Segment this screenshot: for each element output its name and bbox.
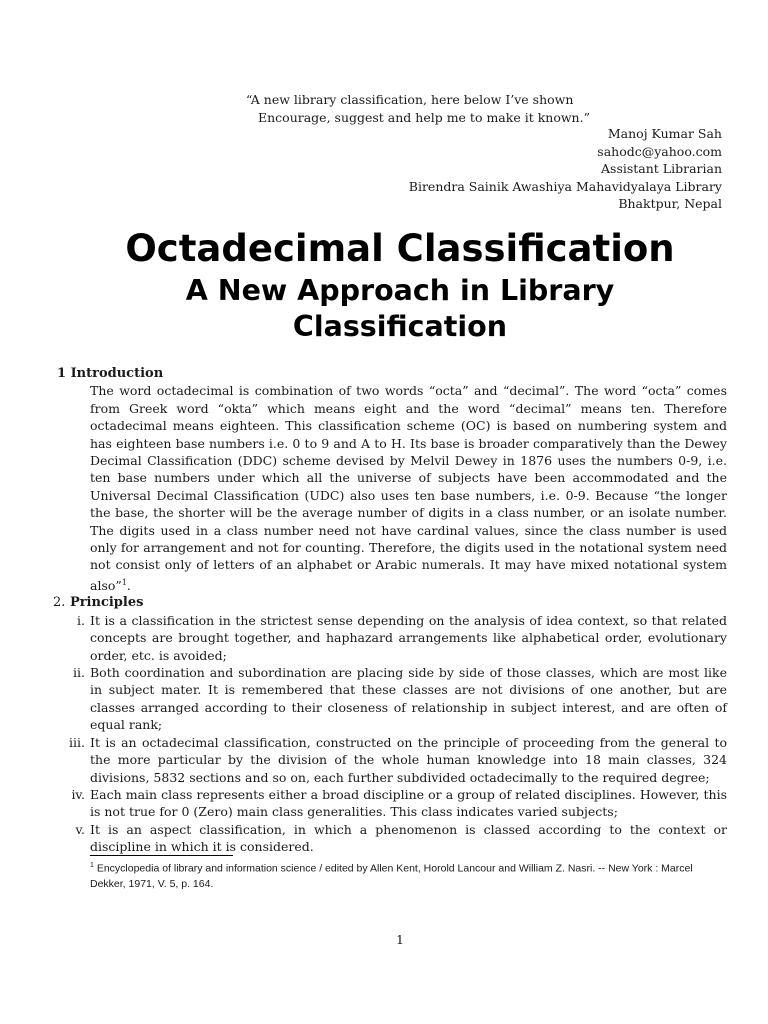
list-item-number: ii. — [73, 665, 85, 681]
footnote-mark: 1 — [90, 862, 94, 869]
intro-end: . — [126, 578, 131, 594]
list-item-text: Each main class represents either a broad discipline or a group of related disciplines. However, this is not true for 0 (Zero) main class generalities. This class indicates varied subjects; — [90, 786, 727, 820]
footnote-divider — [90, 855, 233, 856]
list-item-text: It is an aspect classification, in which a phenomenon is classed according to the context or discipline in which it is considered. — [90, 821, 727, 855]
list-item — [57, 734, 727, 786]
document-body — [53, 365, 727, 856]
list-item-text: It is a classification in the strictest sense depending on the analysis of idea context, so that related concepts are brought together, and haphazard arrangements like alphabetical order, evolutionary order, etc. is avoided; — [90, 612, 727, 663]
intro-heading: 1 Introduction — [57, 366, 164, 381]
list-item-number: iii. — [69, 734, 85, 750]
author-location: Bhaktpur, Nepal — [618, 196, 722, 211]
epigraph-quote — [246, 91, 590, 127]
author-block — [409, 125, 722, 213]
principles-heading — [53, 594, 727, 611]
principles-list — [57, 612, 727, 856]
quote-line-1: “A new library classification, here below I’ve shown — [246, 92, 574, 107]
quote-line-2: Encourage, suggest and help me to make it known.” — [258, 110, 590, 125]
footnote-reference[interactable]: 1 — [121, 577, 127, 587]
author-institution: Birendra Sainik Awashiya Mahavidyalaya Library — [408, 178, 722, 194]
list-item-number: iv. — [71, 786, 85, 802]
subtitle-line-2: Classification — [292, 310, 508, 343]
footnote — [90, 858, 725, 892]
list-item — [57, 786, 727, 821]
list-item-text: Both coordination and subordination are placing side by side of those classes, which are most like in subject mater. It is remembered that these classes are not divisions of one another, but are classes arranged according to their closeness of relationship in subject interest, and are often of equal rank; — [90, 665, 727, 733]
author-name: Manoj Kumar Sah — [607, 126, 722, 141]
list-item-number: v. — [75, 821, 85, 837]
list-item-number: i. — [77, 612, 85, 628]
subtitle-line-1: A New Approach in Library — [185, 274, 615, 307]
list-item-text: It is an octadecimal classification, constructed on the principle of proceeding from the general to the more particular by the division of the whole human knowledge into 18 main classes, 324 divisions, 5832 sections and so on, each further subdivided octadecimally to the required degree; — [90, 734, 727, 785]
author-position: Assistant Librarian — [601, 161, 722, 176]
list-item — [57, 664, 727, 734]
footnote-text: Encyclopedia of library and information science / edited by Allen Kent, Horold Lancour and William Z. Nasri. -- New York : Marcel Dekker, 1971, V. 5, p. 164. — [90, 862, 693, 890]
list-item — [57, 612, 727, 664]
intro-paragraph — [90, 382, 727, 594]
document-subtitle — [0, 273, 768, 345]
document-title: Octadecimal Classification — [125, 227, 675, 270]
intro-text: The word octadecimal is combination of two words “octa” and “decimal”. The word “octa” comes from Greek word “okta” which means eight and the word “decimal” means ten. Therefore octadecimal means eighteen. This classification scheme (OC) is based on numbering system and has eighteen base numbers i.e. 0 to 9 and A to H. Its base is broader comparatively than the Dewey Decimal Classification (DDC) scheme devised by Melvil Dewey in 1876 uses the numbers 0-9, i.e. ten base numbers under which all the universe of subjects have been accommodated and the Universal Decimal Classification (UDC) also uses ten base numbers, i.e. 0-9. Because “the longer the base, the shorter will be the average number of digits in a class number, or an isolate number. The digits used in a class number need not have cardinal values, since the class number is used only for arrangement and not for counting. Therefore, the digits used in the notational system need not consist only of letters of an alphabet or Arabic numerals. It may have mixed notational system also” — [90, 383, 727, 594]
list-item — [57, 821, 727, 856]
author-email: sahodc@yahoo.com — [597, 143, 722, 159]
principles-title: Principles — [69, 595, 144, 611]
principles-number: 2. — [53, 595, 66, 611]
page-number: 1 — [396, 932, 404, 947]
